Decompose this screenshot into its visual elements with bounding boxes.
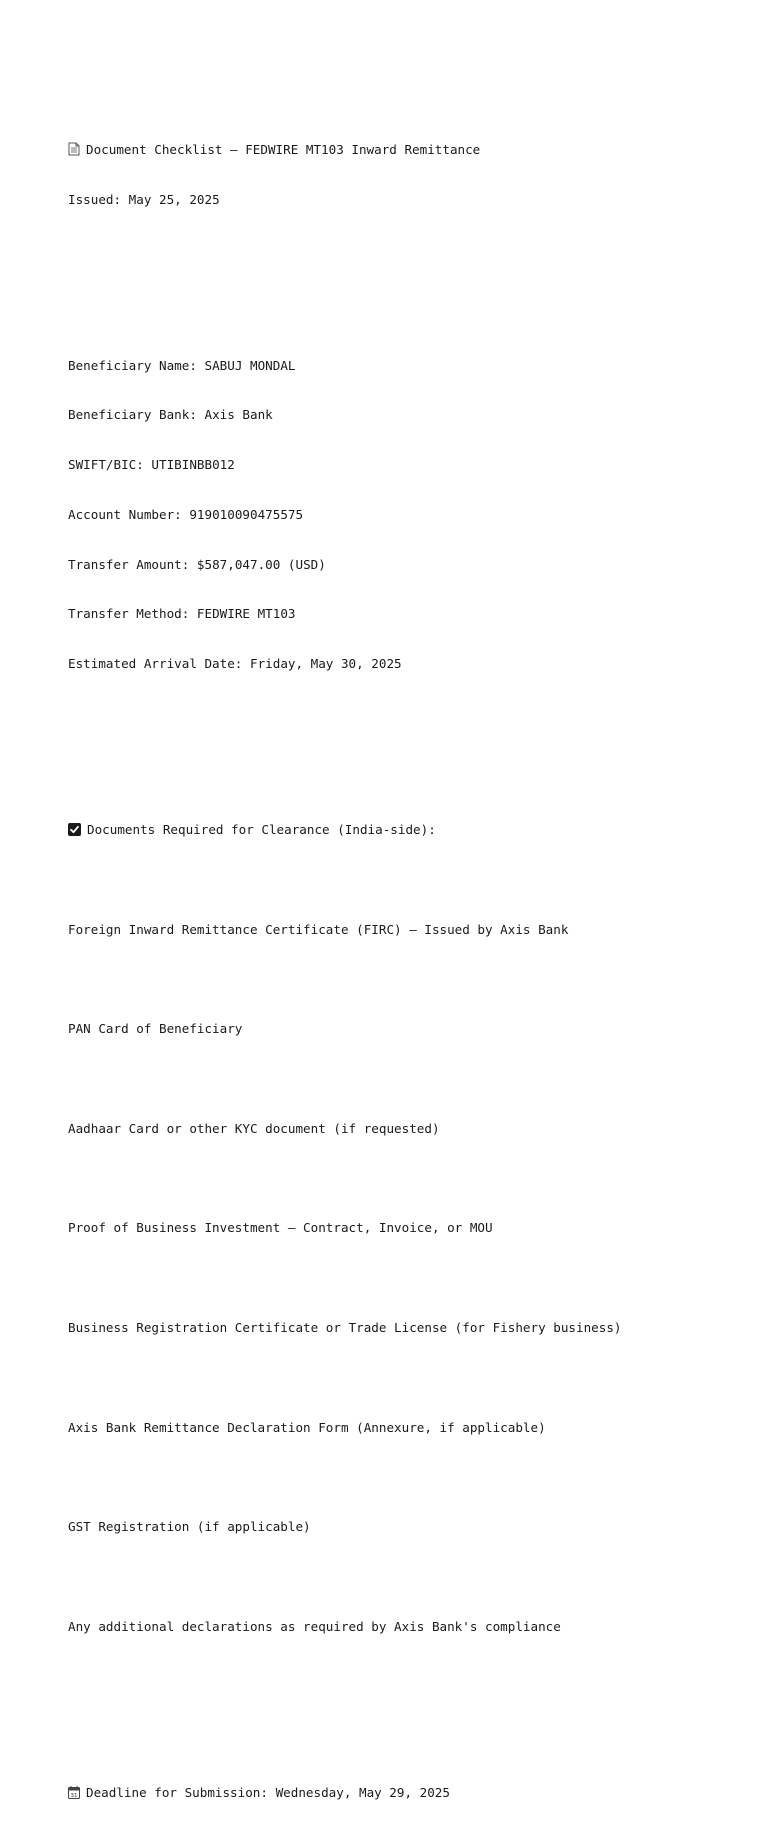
deadline-date: Wednesday, May 29, 2025 (275, 1784, 450, 1800)
list-item: Proof of Business Investment – Contract, Invoice, or MOU (68, 1220, 493, 1236)
list-item: Foreign Inward Remittance Certificate (FIRC) – Issued by Axis Bank (68, 921, 569, 937)
list-item: Business Registration Certificate or Trade License (for Fishery business) (68, 1319, 622, 1335)
deadline-line (68, 1785, 748, 1802)
detail-value: FEDWIRE MT103 (196, 606, 296, 622)
detail-value: $587,047.00 (USD) (196, 556, 326, 572)
document-title-line (68, 142, 748, 159)
spacer (68, 1370, 748, 1387)
detail-label: Estimated Arrival Date: (68, 656, 243, 672)
list-item: Any additional declarations as required by Axis Bank's compliance (68, 1618, 561, 1634)
spacer (68, 1171, 748, 1188)
issued-line (68, 192, 748, 209)
detail-row (68, 358, 748, 375)
check-box-icon (68, 823, 81, 836)
detail-label: Transfer Method: (68, 606, 190, 622)
detail-value: SABUJ MONDAL (204, 357, 296, 373)
detail-label: Beneficiary Name: (68, 357, 197, 373)
detail-value: 919010090475575 (189, 506, 304, 522)
document-title: Document Checklist – FEDWIRE MT103 Inward Remittance (86, 141, 481, 157)
spacer (68, 1071, 748, 1088)
deadline-label: Deadline for Submission: (86, 1784, 268, 1800)
detail-value: Axis Bank (204, 407, 273, 423)
spacer (68, 1718, 748, 1735)
detail-value: UTIBINBB012 (151, 457, 235, 473)
spacer (68, 1469, 748, 1486)
detail-row (68, 656, 748, 673)
spacer (68, 1270, 748, 1287)
detail-label: Account Number: (68, 506, 182, 522)
remittance-details (68, 324, 748, 706)
detail-value: Friday, May 30, 2025 (249, 656, 402, 672)
spacer (68, 971, 748, 988)
detail-row (68, 507, 748, 524)
list-item: GST Registration (if applicable) (68, 1519, 311, 1535)
issued-date: May 25, 2025 (128, 191, 220, 207)
required-heading: Documents Required for Clearance (India-side): (87, 822, 436, 838)
spacer (68, 756, 748, 773)
detail-row (68, 457, 748, 474)
document-page (68, 92, 748, 1834)
detail-row (68, 606, 748, 623)
list-item: PAN Card of Beneficiary (68, 1021, 243, 1037)
calendar-icon (68, 1786, 80, 1799)
required-documents-list (68, 889, 748, 1669)
spacer (68, 1569, 748, 1586)
detail-label: Transfer Amount: (68, 556, 190, 572)
required-heading-line (68, 822, 748, 839)
document-icon (68, 142, 80, 156)
spacer (68, 258, 748, 275)
detail-label: SWIFT/BIC: (68, 457, 144, 473)
list-item: Aadhaar Card or other KYC document (if requested) (68, 1120, 440, 1136)
issued-label: Issued: (68, 191, 122, 207)
detail-label: Beneficiary Bank: (68, 407, 197, 423)
list-item: Axis Bank Remittance Declaration Form (Annexure, if applicable) (68, 1419, 546, 1435)
svg-text:31: 31 (70, 1792, 78, 1799)
detail-row (68, 557, 748, 574)
detail-row (68, 407, 748, 424)
